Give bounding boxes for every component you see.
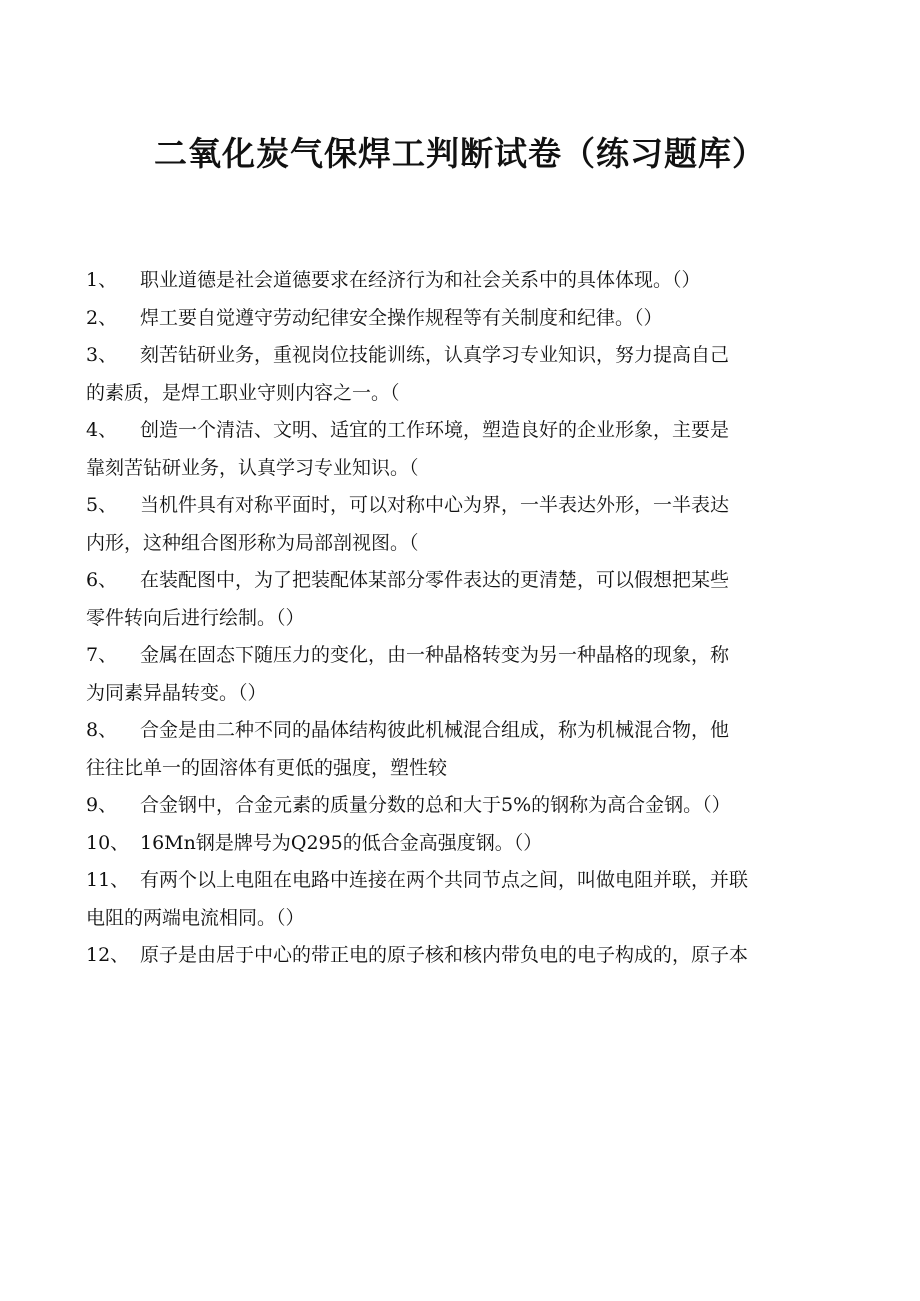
question-number: 8、 bbox=[86, 719, 118, 741]
question-text: 刻苦钻研业务，重视岗位技能训练，认真学习专业知识，努力提高自己 bbox=[140, 344, 730, 366]
question-number: 5、 bbox=[86, 494, 118, 516]
question-item bbox=[86, 562, 836, 637]
question-text-continued: 靠刻苦钻研业务，认真学习专业知识。（ bbox=[86, 456, 419, 479]
question-number: 7、 bbox=[86, 644, 118, 666]
question-text: 在装配图中，为了把装配体某部分零件表达的更清楚，可以假想把某些 bbox=[140, 569, 730, 591]
question-text: 有两个以上电阻在电路中连接在两个共同节点之间，叫做电阻并联，并联 bbox=[140, 869, 749, 891]
question-number: 11、 bbox=[86, 869, 130, 891]
question-text: 合金钢中，合金元素的质量分数的总和大于5%的钢称为高合金钢。（） bbox=[140, 794, 731, 816]
question-number: 6、 bbox=[86, 569, 118, 591]
question-number: 1、 bbox=[86, 269, 118, 291]
question-text-continued: 为同素异晶转变。（） bbox=[86, 681, 267, 704]
question-text-continued: 零件转向后进行绘制。（） bbox=[86, 606, 305, 629]
question-number: 10、 bbox=[86, 831, 130, 854]
question-text: 当机件具有对称平面时，可以对称中心为界，一半表达外形，一半表达 bbox=[140, 494, 730, 516]
question-number: 2、 bbox=[86, 306, 118, 329]
question-item bbox=[86, 825, 836, 863]
question-text: 焊工要自觉遵守劳动纪律安全操作规程等有关制度和纪律。（） bbox=[140, 306, 663, 329]
question-item bbox=[86, 300, 836, 338]
question-item bbox=[86, 862, 836, 937]
question-text: 金属在固态下随压力的变化，由一种晶格转变为另一种晶格的现象，称 bbox=[140, 644, 730, 666]
question-item bbox=[86, 637, 836, 712]
question-number: 12、 bbox=[86, 944, 130, 966]
question-text: 职业道德是社会道德要求在经济行为和社会关系中的具体体现。（） bbox=[140, 269, 701, 291]
question-text: 合金是由二种不同的晶体结构彼此机械混合组成，称为机械混合物，他 bbox=[140, 719, 730, 741]
question-text-continued: 的素质，是焊工职业守则内容之一。（ bbox=[86, 381, 400, 404]
question-item bbox=[86, 412, 836, 487]
question-number: 4、 bbox=[86, 419, 118, 441]
question-item bbox=[86, 337, 836, 412]
page-title: 二氧化炭气保焊工判断试卷（练习题库） bbox=[154, 134, 766, 173]
question-item bbox=[86, 712, 836, 787]
question-item bbox=[86, 262, 836, 300]
question-text: 16Mn钢是牌号为Q295的低合金高强度钢。（） bbox=[140, 831, 543, 854]
question-item bbox=[86, 787, 836, 825]
question-text-continued: 电阻的两端电流相同。（） bbox=[86, 906, 305, 929]
question-list bbox=[86, 262, 836, 975]
question-item bbox=[86, 937, 836, 975]
question-number: 3、 bbox=[86, 344, 118, 366]
question-text: 创造一个清洁、文明、适宜的工作环境，塑造良好的企业形象，主要是 bbox=[140, 419, 730, 441]
question-text-continued: 往往比单一的固溶体有更低的强度，塑性较 bbox=[86, 756, 448, 779]
question-text: 原子是由居于中心的带正电的原子核和核内带负电的电子构成的，原子本 bbox=[140, 944, 749, 966]
question-number: 9、 bbox=[86, 794, 118, 816]
question-item bbox=[86, 487, 836, 562]
question-text-continued: 内形，这种组合图形称为局部剖视图。（ bbox=[86, 531, 419, 554]
